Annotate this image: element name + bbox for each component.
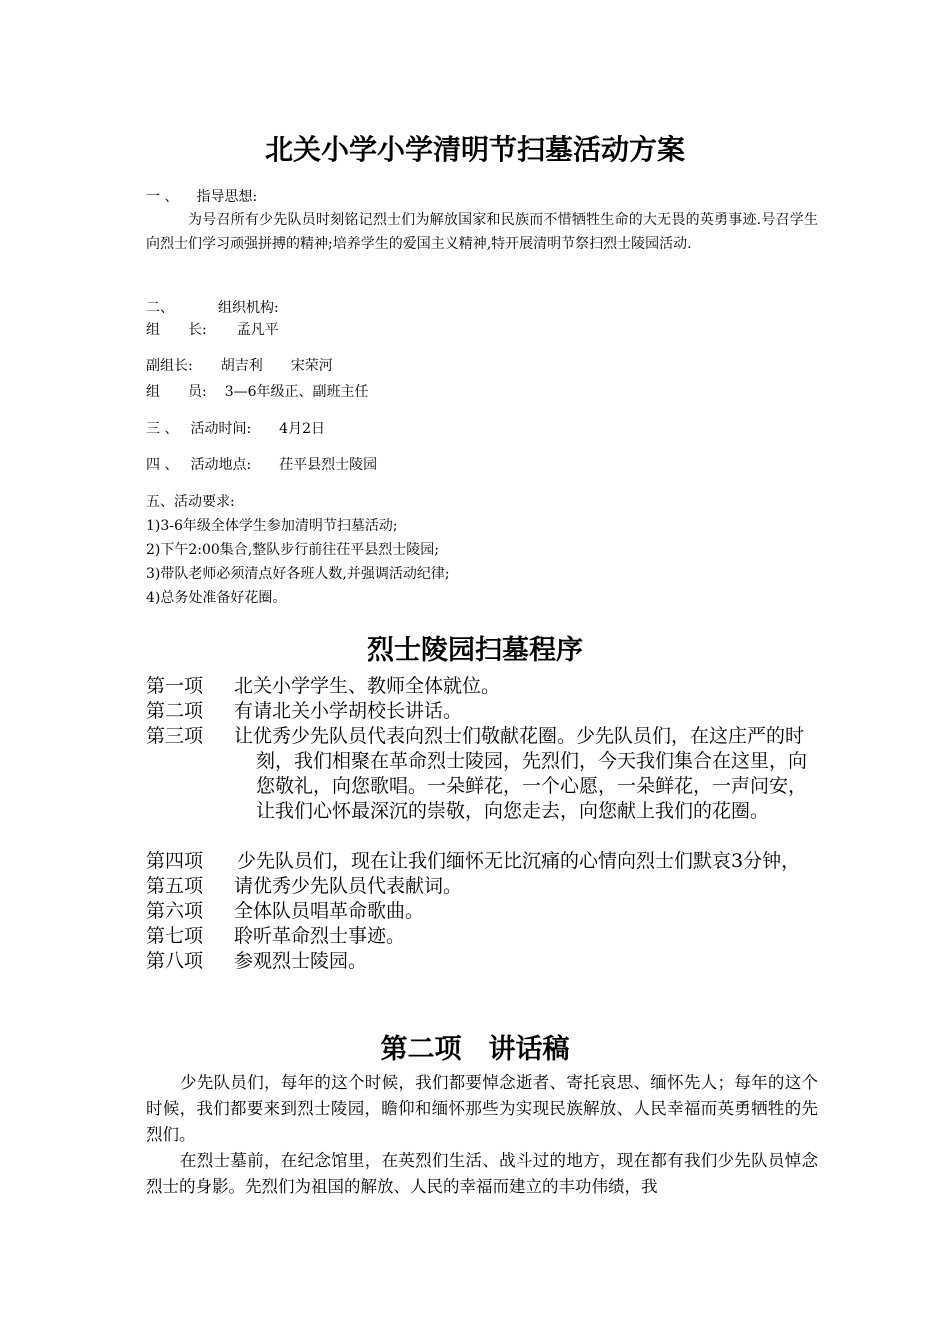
procedure-list [146, 674, 822, 974]
leader-name: 孟凡平 [236, 322, 279, 338]
requirement-item: 2)下午2:00集合,整队步行前往茌平县烈士陵园; [146, 542, 439, 558]
list-item: 第八项 参观烈士陵园。 [146, 950, 368, 972]
document-title: 北关小学小学清明节扫墓活动方案 [264, 133, 685, 166]
guiding-section [146, 186, 818, 256]
place-section [146, 454, 818, 476]
requirement-item: 4)总务处准备好花圈。 [146, 590, 287, 606]
time-value: 4月2日 [279, 421, 325, 437]
org-section [146, 297, 818, 403]
list-item: 第七项 聆听革命烈士事迹。 [146, 925, 406, 947]
speech-paragraph: 少先队员们，每年的这个时候，我们都要悼念逝者、寄托哀思、缅怀先人；每年的这个时候，我们都要来到烈士陵园，瞻仰和缅怀那些为实现民族解放、人民幸福而英勇牺牲的先烈们。 [146, 1073, 818, 1144]
section-number: 二、 [146, 300, 174, 316]
section-number: 四 、 [146, 457, 179, 473]
speech-paragraph: 在烈士墓前，在纪念馆里，在英烈们生活、战斗过的地方，现在都有我们少先队员悼念烈士的身影。先烈们为祖国的解放、人民的幸福而建立的丰功伟绩，我 [146, 1151, 818, 1196]
list-item: 第一项 北关小学学生、教师全体就位。 [146, 675, 501, 697]
list-item: 第五项 请优秀少先队员代表献词。 [146, 875, 463, 897]
section-number: 三 、 [146, 421, 179, 437]
list-item: 第二项 有请北关小学胡校长讲话。 [146, 700, 463, 722]
section-label: 指导思想: [196, 189, 258, 205]
leader-label: 组 长: [146, 322, 207, 338]
speech-title: 第二项 讲话稿 [380, 1034, 570, 1065]
section-number: 一 、 [146, 189, 179, 205]
member-list: 3—6年级正、副班主任 [224, 384, 369, 400]
list-item: 第四项 少先队员们，现在让我们缅怀无比沉痛的心情向烈士们默哀3分钟， [146, 850, 801, 872]
speech-body [146, 1070, 818, 1200]
deputy-name: 宋荣河 [290, 358, 333, 374]
member-label: 组 员: [146, 384, 207, 400]
section-label: 组织机构: [218, 300, 279, 316]
guiding-text: 为号召所有少先队员时刻铭记烈士们为解放国家和民族而不惜牺牲生命的大无畏的英勇事迹.号召学生向烈士们学习顽强拼搏的精神;培养学生的爱国主义精神,特开展清明节祭扫烈士陵园活动. [146, 212, 818, 252]
section-label: 五、活动要求: [146, 494, 235, 510]
procedure-title: 烈士陵园扫墓程序 [367, 635, 583, 666]
time-section [146, 418, 818, 440]
list-item: 第三项 让优秀少先队员代表向烈士们敬献花圈。少先队员们，在这庄严的时刻，我们相聚在革命烈士陵园，先烈们，今天我们集合在这里，向您敬礼，向您歌唱。一朵鲜花，一个心愿，一朵鲜花，一声问安，让我们心怀最深沉的崇敬，向您走去，向您献上我们的花圈。 [146, 725, 808, 822]
place-value: 茌平县烈士陵园 [279, 457, 378, 473]
deputy-label: 副组长: [146, 358, 193, 374]
section-label: 活动时间: [190, 421, 252, 437]
section-label: 活动地点: [190, 457, 252, 473]
requirement-item: 1)3-6年级全体学生参加清明节扫墓活动; [146, 518, 398, 534]
requirements-section [146, 490, 818, 610]
requirement-item: 3)带队老师必须清点好各班人数,并强调活动纪律; [146, 566, 450, 582]
deputy-name: 胡吉利 [220, 358, 263, 374]
list-item: 第六项 全体队员唱革命歌曲。 [146, 900, 425, 922]
